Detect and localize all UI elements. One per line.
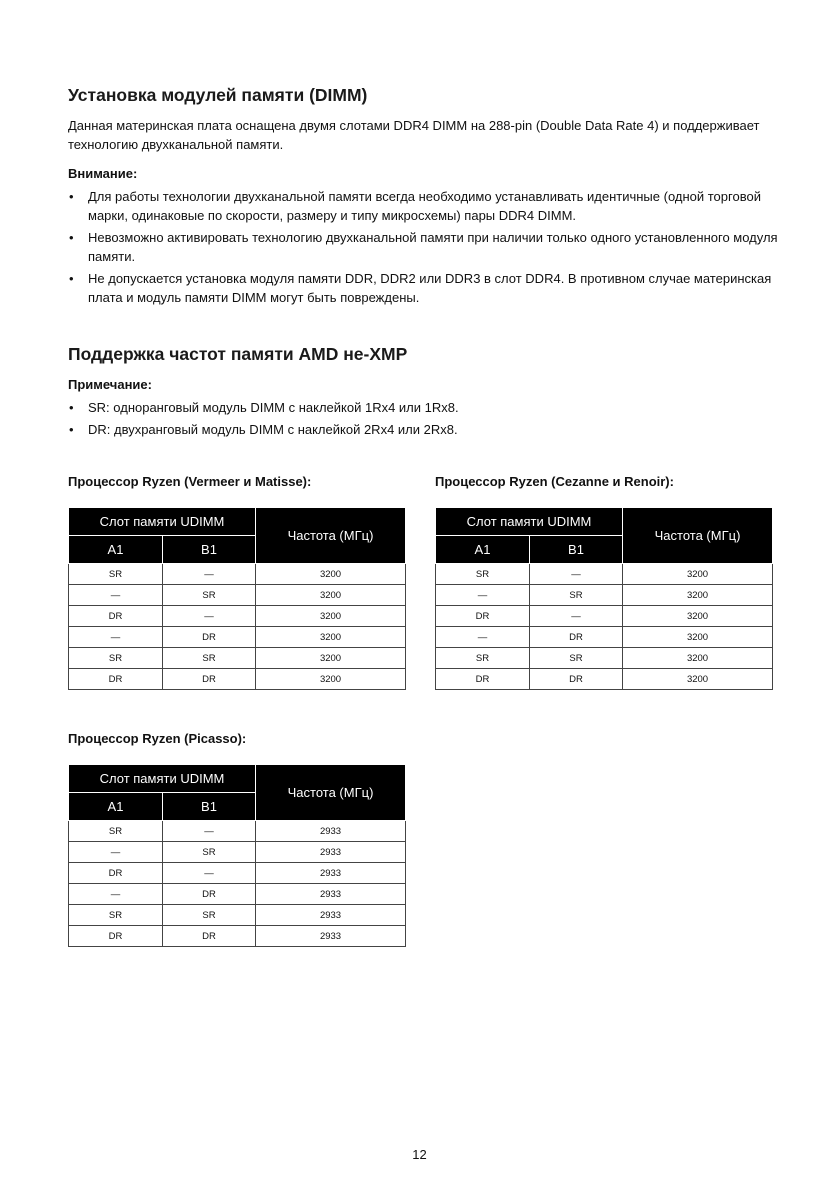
cell-frequency: 3200 — [623, 648, 773, 669]
cell-a1: — — [69, 627, 163, 648]
cell-frequency: 2933 — [256, 821, 406, 842]
cell-b1: — — [530, 564, 623, 585]
table-title: Процессор Ryzen (Cezanne и Renoir): — [435, 474, 674, 489]
table-title: Процессор Ryzen (Vermeer и Matisse): — [68, 474, 312, 489]
cell-frequency: 3200 — [256, 648, 406, 669]
list-item — [68, 228, 778, 266]
header-frequency: Частота (МГц) — [256, 765, 406, 821]
table-row — [69, 821, 406, 842]
cell-a1: DR — [436, 669, 530, 690]
cell-a1: SR — [69, 564, 163, 585]
list-item-text: SR: одноранговый модуль DIMM с наклейкой 1Rx4 или 1Rx8. — [88, 400, 459, 415]
cell-frequency: 2933 — [256, 905, 406, 926]
cell-b1: SR — [163, 648, 256, 669]
table-row — [436, 627, 773, 648]
list-item — [68, 420, 778, 439]
attention-list — [68, 187, 778, 307]
header-b1: B1 — [163, 536, 256, 564]
cell-a1: — — [436, 627, 530, 648]
cell-b1: SR — [530, 585, 623, 606]
cell-b1: DR — [163, 926, 256, 947]
cell-a1: DR — [69, 926, 163, 947]
cell-b1: SR — [163, 842, 256, 863]
cell-a1: SR — [69, 821, 163, 842]
note-title: Примечание: — [68, 377, 152, 392]
list-item — [68, 187, 778, 225]
cell-b1: — — [163, 863, 256, 884]
cell-b1: DR — [530, 627, 623, 648]
bullet-icon: • — [69, 400, 74, 415]
frequency-table — [68, 507, 406, 690]
cell-b1: — — [530, 606, 623, 627]
cell-frequency: 2933 — [256, 884, 406, 905]
page-content — [68, 84, 778, 947]
cell-a1: DR — [69, 863, 163, 884]
cell-b1: DR — [163, 884, 256, 905]
cell-frequency: 3200 — [256, 606, 406, 627]
frequency-table — [435, 507, 773, 690]
cell-frequency: 3200 — [256, 564, 406, 585]
list-item — [68, 398, 778, 417]
table-row — [69, 842, 406, 863]
cell-a1: — — [69, 842, 163, 863]
list-item-text: Для работы технологии двухканальной памяти всегда необходимо устанавливать идентичные (одной торговой марки, одинаковые по скорости, размеру и типу микросхемы) пары DDR4 DIMM. — [88, 189, 761, 223]
bullet-icon: • — [69, 422, 74, 437]
header-a1: A1 — [69, 536, 163, 564]
cell-frequency: 2933 — [256, 842, 406, 863]
table-row — [69, 926, 406, 947]
header-slot: Слот памяти UDIMM — [69, 508, 256, 536]
cell-b1: SR — [530, 648, 623, 669]
list-item — [68, 269, 778, 307]
header-b1: B1 — [163, 793, 256, 821]
page-number: 12 — [412, 1147, 427, 1162]
attention-title: Внимание: — [68, 166, 138, 181]
cell-b1: DR — [163, 627, 256, 648]
cell-b1: DR — [530, 669, 623, 690]
cell-a1: — — [69, 585, 163, 606]
cell-b1: — — [163, 606, 256, 627]
list-item-text: Не допускается установка модуля памяти DDR, DDR2 или DDR3 в слот DDR4. В противном случае материнская плата и модуль памяти DIMM могут быть повреждены. — [88, 271, 772, 305]
header-a1: A1 — [69, 793, 163, 821]
cell-b1: — — [163, 564, 256, 585]
cell-frequency: 3200 — [256, 585, 406, 606]
tables-row — [68, 473, 778, 690]
cell-b1: — — [163, 821, 256, 842]
table-row — [436, 585, 773, 606]
header-slot: Слот памяти UDIMM — [69, 765, 256, 793]
table-row — [69, 627, 406, 648]
cell-frequency: 3200 — [623, 606, 773, 627]
cell-b1: SR — [163, 905, 256, 926]
cell-a1: SR — [69, 905, 163, 926]
table-row — [69, 606, 406, 627]
list-item-text: DR: двухранговый модуль DIMM с наклейкой 2Rx4 или 2Rx8. — [88, 422, 458, 437]
cell-a1: SR — [436, 564, 530, 585]
cell-frequency: 3200 — [256, 669, 406, 690]
list-item-text: Невозможно активировать технологию двухканальной памяти при наличии только одного установленного модуля памяти. — [88, 230, 778, 264]
cell-b1: DR — [163, 669, 256, 690]
table-block-vermeer-matisse — [68, 473, 405, 690]
frequency-table — [68, 764, 406, 947]
cell-frequency: 3200 — [623, 669, 773, 690]
cell-a1: SR — [436, 648, 530, 669]
header-a1: A1 — [436, 536, 530, 564]
cell-frequency: 3200 — [623, 564, 773, 585]
cell-b1: SR — [163, 585, 256, 606]
table-row — [436, 669, 773, 690]
table-row — [69, 863, 406, 884]
header-b1: B1 — [530, 536, 623, 564]
bullet-icon: • — [69, 189, 74, 204]
bullet-icon: • — [69, 271, 74, 286]
table-row — [69, 669, 406, 690]
cell-frequency: 2933 — [256, 926, 406, 947]
table-row — [69, 884, 406, 905]
section-title-memory-frequency: Поддержка частот памяти AMD не-XMP — [68, 344, 408, 364]
note-list — [68, 398, 778, 439]
table-row — [436, 564, 773, 585]
table-row — [69, 585, 406, 606]
cell-a1: DR — [69, 606, 163, 627]
cell-a1: — — [69, 884, 163, 905]
cell-frequency: 3200 — [623, 627, 773, 648]
table-row — [69, 905, 406, 926]
table-title: Процессор Ryzen (Picasso): — [68, 731, 247, 746]
cell-frequency: 2933 — [256, 863, 406, 884]
table-row — [436, 648, 773, 669]
cell-frequency: 3200 — [256, 627, 406, 648]
cell-a1: SR — [69, 648, 163, 669]
section-title-dimm-install: Установка модулей памяти (DIMM) — [68, 85, 368, 105]
cell-frequency: 3200 — [623, 585, 773, 606]
table-block-cezanne-renoir — [435, 473, 772, 690]
cell-a1: DR — [69, 669, 163, 690]
cell-a1: DR — [436, 606, 530, 627]
table-row — [69, 564, 406, 585]
table-block-picasso — [68, 730, 405, 947]
section-intro-text: Данная материнская плата оснащена двумя слотами DDR4 DIMM на 288-pin (Double Data Rate 4) и поддерживает технологию двухканальной памяти. — [68, 118, 760, 152]
table-row — [69, 648, 406, 669]
cell-a1: — — [436, 585, 530, 606]
header-frequency: Частота (МГц) — [623, 508, 773, 564]
header-slot: Слот памяти UDIMM — [436, 508, 623, 536]
header-frequency: Частота (МГц) — [256, 508, 406, 564]
table-row — [436, 606, 773, 627]
bullet-icon: • — [69, 230, 74, 245]
